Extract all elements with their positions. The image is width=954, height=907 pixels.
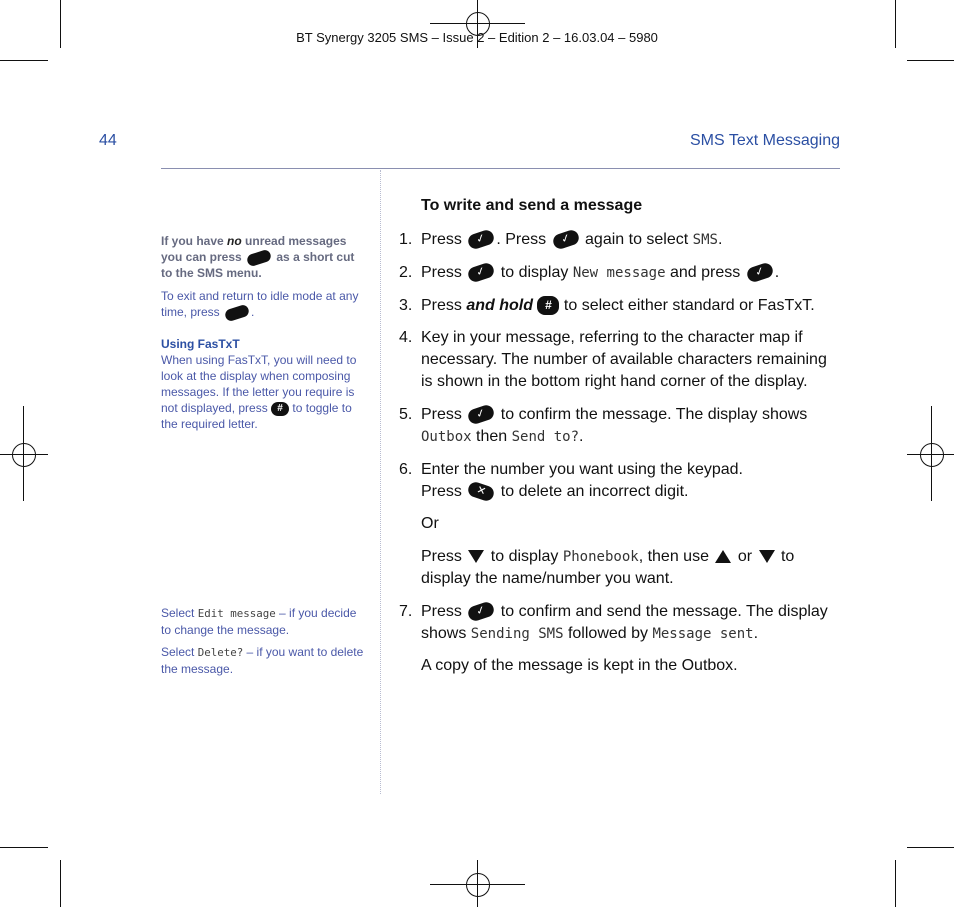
fastxt-heading: Using FasTxT (161, 337, 240, 351)
delete-key-icon: ✕ (467, 481, 496, 503)
sidebar-exit-note: To exit and return to idle mode at any time, press . (161, 288, 366, 320)
ok-button-icon: ✓ (467, 601, 496, 623)
step-6: 6. Enter the number you want using the keypad. Press ✕ to delete an incorrect digit. (399, 459, 839, 503)
ok-button-icon: ✓ (745, 262, 774, 284)
page-number: 44 (99, 132, 117, 149)
ok-button-icon: ✓ (551, 229, 580, 251)
scroll-up-icon (715, 550, 731, 563)
crop-mark (0, 847, 48, 848)
ok-button-icon: ✓ (467, 229, 496, 251)
step-7: 7. Press ✓ to confirm and send the message. The display shows Sending SMS followed by Message sent. (399, 601, 839, 645)
registration-mark (466, 873, 490, 897)
sidebar-shortcut-note: If you have no unread messages you can press as a short cut to the SMS menu. (161, 234, 355, 280)
registration-mark (931, 406, 932, 501)
section-title: SMS Text Messaging (690, 132, 840, 149)
print-info: BT Synergy 3205 SMS – Issue 2 – Edition 2 – 16.03.04 – 5980 (296, 30, 658, 45)
crop-mark (0, 60, 48, 61)
step-3: 3. Press and hold # to select either standard or FasTxT. (399, 297, 815, 314)
sidebar-edit-note: Select Edit message – if you decide to change the message. (161, 606, 357, 637)
sidebar-delete-note: Select Delete? – if you want to delete the message. (161, 645, 364, 676)
sms-button-icon (224, 303, 251, 322)
registration-mark (477, 860, 478, 907)
registration-mark (12, 443, 36, 467)
ok-button-icon: ✓ (467, 404, 496, 426)
step-1: 1. Press ✓ . Press ✓ again to select SMS. (399, 229, 839, 251)
crop-mark (907, 847, 954, 848)
copy-note: A copy of the message is kept in the Outbox. (421, 657, 738, 674)
main-heading: To write and send a message (421, 197, 643, 214)
registration-mark (0, 454, 48, 455)
scroll-down-icon (759, 550, 775, 563)
step-2: 2. Press ✓ to display New message and press ✓ . (399, 262, 839, 284)
scroll-down-icon (468, 550, 484, 563)
header-rule (161, 168, 840, 169)
crop-mark (895, 860, 896, 907)
registration-mark (23, 406, 24, 501)
sidebar-fastxt-note: Using FasTxT When using FasTxT, you will need to look at the display when composing messages. If the letter you require is not displayed, press # to toggle to the required letter. (161, 336, 366, 432)
crop-mark (60, 860, 61, 907)
phonebook-alternative: Press to display Phonebook, then use or to display the name/number you want. (421, 548, 795, 587)
registration-mark (920, 443, 944, 467)
column-divider (380, 170, 381, 794)
sms-button-icon (246, 248, 273, 267)
step-4: 4. Key in your message, referring to the character map if necessary. The number of available characters remaining is shown in the bottom right hand corner of the display. (399, 329, 827, 390)
step-5: 5. Press ✓ to confirm the message. The display shows Outbox then Send to?. (399, 404, 839, 448)
or-text: Or (421, 515, 439, 532)
crop-mark (907, 60, 954, 61)
hash-key-icon: # (537, 296, 559, 315)
hash-key-icon: # (271, 402, 289, 416)
ok-button-icon: ✓ (467, 262, 496, 284)
